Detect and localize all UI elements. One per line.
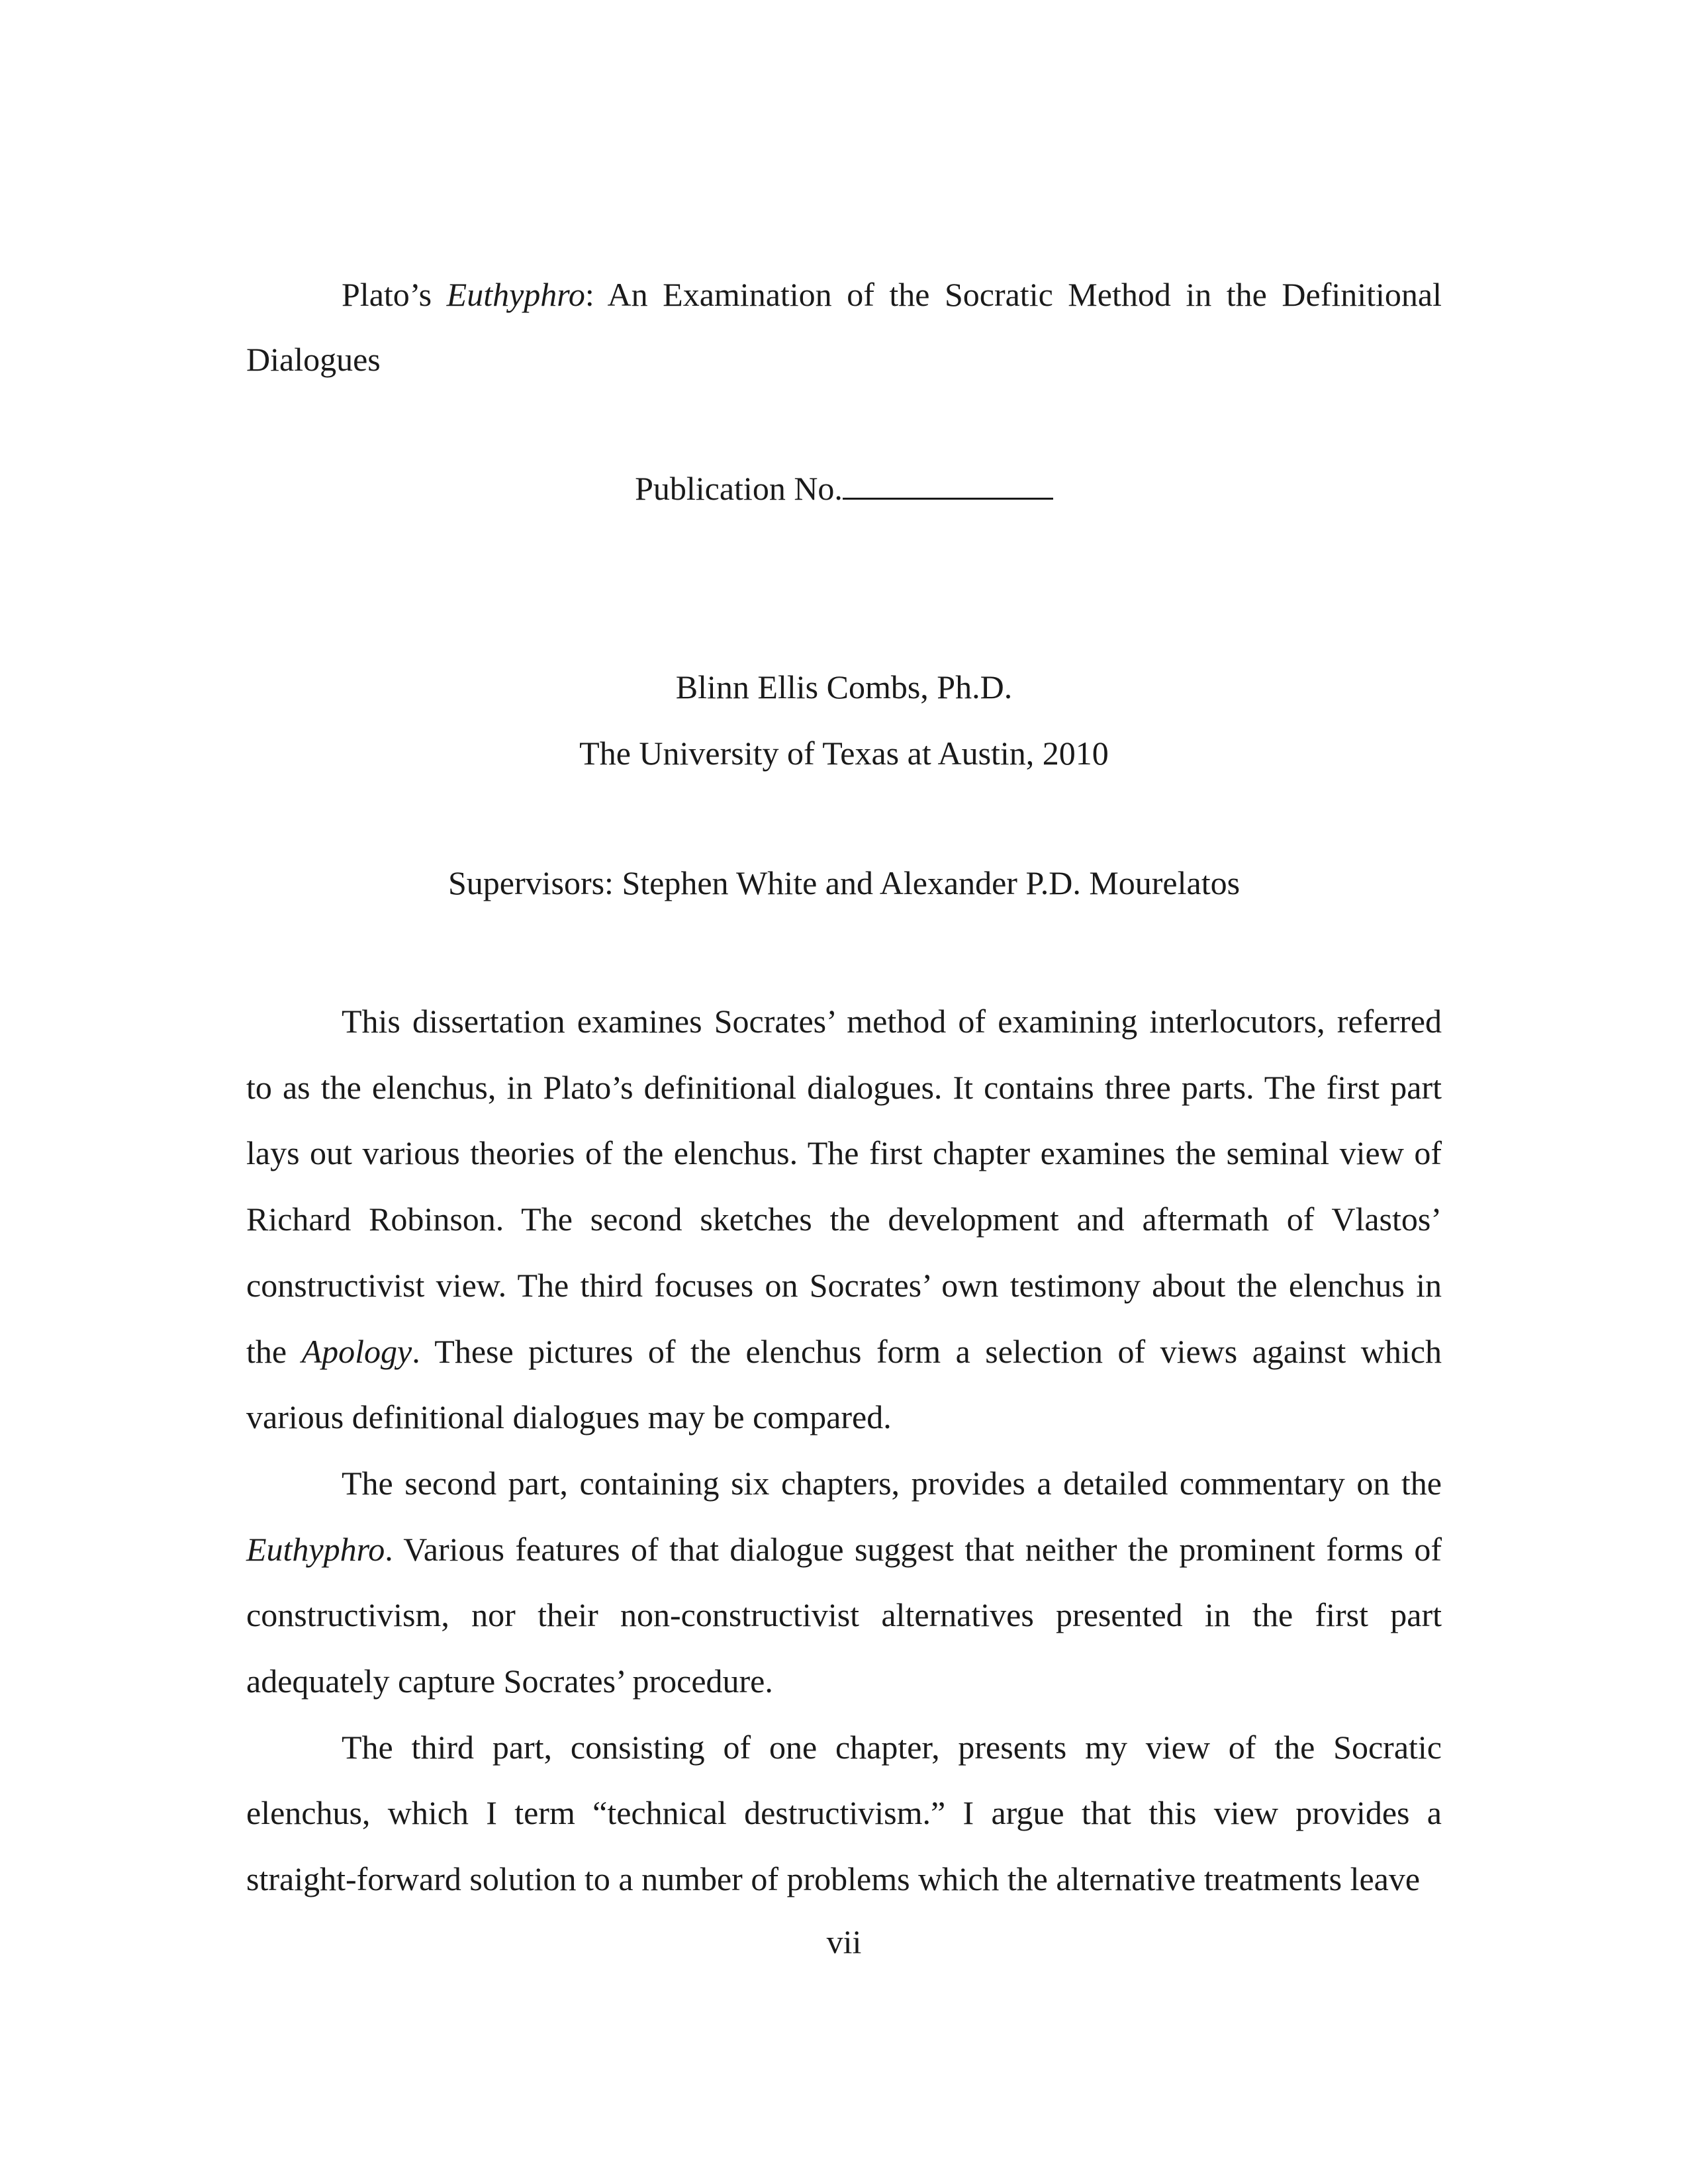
abstract-paragraph-1	[246, 989, 1442, 1451]
university-line: The University of Texas at Austin, 2010	[579, 735, 1109, 772]
publication-number-blank	[843, 469, 1053, 500]
publication-label: Publication No.	[635, 470, 843, 507]
abstract-p2-text-b: . Various features of that dialogue suggest that neither the prominent forms of constructivism, nor their non-constructivist alternatives presented in the first part adequately capture Socrates’ procedure.	[246, 1530, 1442, 1700]
publication-number	[246, 469, 1442, 508]
abstract-body	[246, 989, 1442, 1913]
abstract-p2-italic: Euthyphro	[246, 1530, 385, 1568]
abstract-paragraph-3: The third part, consisting of one chapter, presents my view of the Socratic elenchus, which I term “technical destructivism.” I argue that this view provides a straight-forward solution to a number of problems which the alternative treatments leave	[246, 1728, 1442, 1898]
title-prefix: Plato’s	[342, 276, 447, 313]
page-number: vii	[826, 1923, 862, 1960]
abstract-paragraph-2	[246, 1451, 1442, 1715]
abstract-p1-text-a: This dissertation examines Socrates’ method of examining interlocutors, referred to as the elenchus, in Plato’s definitional dialogues. It contains three parts. The first part lays out various theories of the elenchus. The first chapter examines the seminal view of Richard Robinson. The second sketches the development and aftermath of Vlastos’ constructivist view. The third focuses on Socrates’ own testimony about the elenchus in the	[246, 1003, 1442, 1370]
dissertation-title	[246, 262, 1442, 392]
abstract-p2-text-a: The second part, containing six chapters, provides a detailed commentary on the	[342, 1464, 1442, 1502]
title-italic: Euthyphro	[446, 276, 585, 313]
author-name: Blinn Ellis Combs, Ph.D.	[675, 668, 1013, 705]
abstract-p1-italic: Apology	[301, 1332, 412, 1370]
supervisors-line: Supervisors: Stephen White and Alexander P.D. Mourelatos	[447, 864, 1241, 901]
abstract-p1-text-b: . These pictures of the elenchus form a selection of views against which various definitional dialogues may be compared.	[246, 1332, 1442, 1436]
title-suffix: : An Examination of the Socratic Method in the Definitional Dialogues	[246, 276, 1442, 378]
